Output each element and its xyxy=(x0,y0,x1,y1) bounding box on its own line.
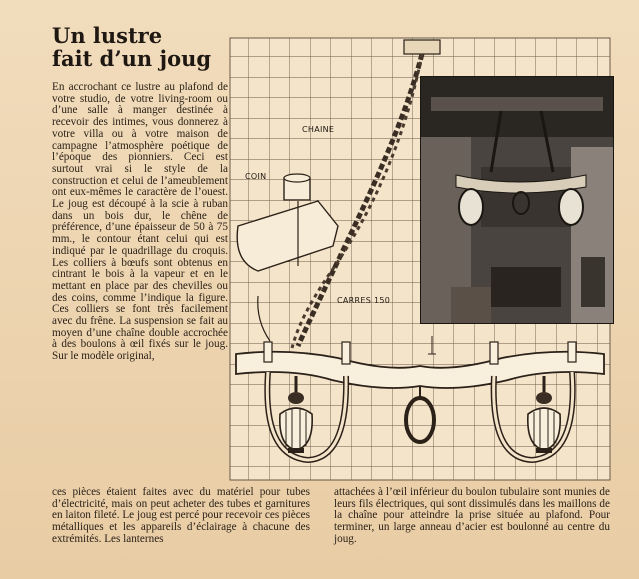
article-body: En accrochant ce lustre au plafond de votre studio, de votre living-room ou d’une salle à manger destinée à recevoir des intimes, vous donnerez à votre villa ou à votre maison de campagne l’atmosphère poétique de l’époque des pionniers. Ceci est surtout vrai si le style de la construction et celui de l’ameublement ont eux-mêmes le caractère de l’ouest. Le joug est découpé à la scie à ruban dans un bois dur, le chêne de préférence, d’une épaisseur de 50 à 75 mm., le contour étant celui qui est indiqué par le quadrillage du croquis. Les colliers à bœufs sont obtenus en cintrant le bois à la vapeur et en le mettant en place par des chevilles ou des coins, comme l’indique la figure. Ces colliers se font très facilement avec du frêne. La suspension se fait au moyen d’une chaîne double accrochée à des boulons à œil fixés sur le joug. Sur le modèle original, xyxy=(52,81,228,363)
article-title xyxy=(52,24,232,70)
photo-svg xyxy=(421,77,613,323)
article-body-bottom-left: ces pièces étaient faites avec du matériel pour tubes d’électricité, mais on peut acheter des tubes et garnitures en laiton fileté. Le joug est percé pour recevoir ces pièces métalliques et les appareils d’éclairage à chacune des extrémités. Les lanternes xyxy=(52,486,310,545)
label-chain: CHAINE xyxy=(302,125,335,134)
label-wedge: COIN xyxy=(245,172,267,181)
ceiling-mount xyxy=(404,40,440,54)
article-body-bottom-right: attachées à l’œil inférieur du boulon tubulaire sont munies de leurs fils électriques, qui sont dissimulés dans les maillons de la chaîne pour atteindre la prise située au plafond. Pour terminer, un large anneau d’acier est boulonné au centre du joug. xyxy=(334,486,610,545)
title-line-1: Un lustre xyxy=(52,23,163,48)
label-grid-squares: CARRES 150 xyxy=(337,296,391,305)
title-line-2: fait d’un joug xyxy=(52,46,212,71)
chandelier-photo xyxy=(420,76,614,324)
